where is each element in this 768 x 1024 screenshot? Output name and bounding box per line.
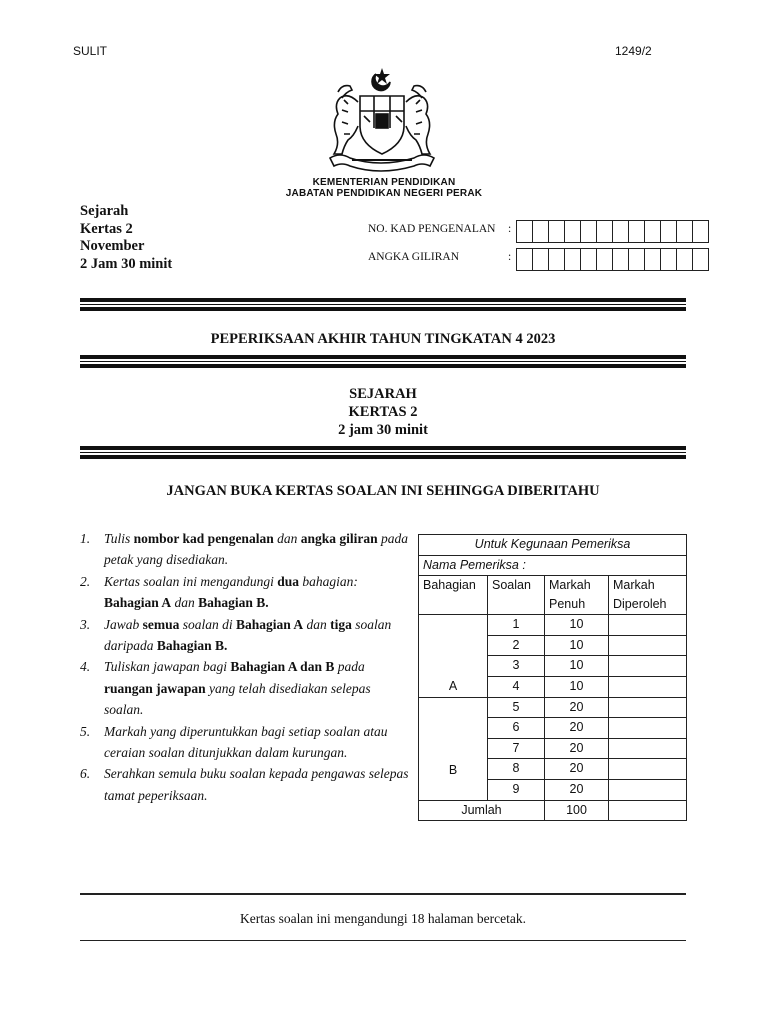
roll-box[interactable] bbox=[549, 249, 565, 270]
roll-box[interactable] bbox=[581, 249, 597, 270]
ministry-line-1: KEMENTERIAN PENDIDIKAN bbox=[312, 177, 456, 188]
center-duration: 2 jam 30 minit bbox=[338, 422, 428, 438]
table-row: 7 20 bbox=[419, 738, 687, 759]
roll-box[interactable] bbox=[597, 249, 613, 270]
roll-box[interactable] bbox=[613, 249, 629, 270]
ic-box[interactable] bbox=[517, 221, 533, 242]
ic-box[interactable] bbox=[645, 221, 661, 242]
marks-obtained-cell[interactable] bbox=[609, 676, 687, 697]
instructions-list bbox=[80, 528, 410, 806]
header-section: Bahagian bbox=[419, 576, 488, 615]
examiner-name-field[interactable]: Nama Pemeriksa : bbox=[419, 555, 687, 576]
header-marks-obtained: Markah Diperoleh bbox=[609, 576, 687, 615]
roll-box[interactable] bbox=[517, 249, 533, 270]
center-subject: SEJARAH bbox=[349, 386, 417, 402]
roll-label: ANGKA GILIRAN bbox=[368, 251, 460, 263]
table-row: 2 10 bbox=[419, 635, 687, 656]
paper-number: Kertas 2 bbox=[80, 220, 133, 237]
center-paper: KERTAS 2 bbox=[348, 404, 418, 420]
roll-number-boxes[interactable] bbox=[516, 248, 709, 271]
exam-title: PEPERIKSAAN AKHIR TAHUN TINGKATAN 4 2023 bbox=[210, 331, 556, 347]
instruction-item: 5. Markah yang diperuntukkan bagi setiap soalan atau ceraian soalan ditunjukkan dalam kurungan. bbox=[80, 723, 388, 761]
page-count-note: Kertas soalan ini mengandungi 18 halaman bercetak. bbox=[239, 911, 527, 926]
table-row-total bbox=[419, 800, 687, 821]
table-row: 3 10 bbox=[419, 656, 687, 677]
total-marks-obtained-cell[interactable] bbox=[609, 800, 687, 821]
marks-obtained-cell[interactable] bbox=[609, 759, 687, 780]
roll-box[interactable] bbox=[661, 249, 677, 270]
examiner-table bbox=[418, 534, 687, 821]
ic-box[interactable] bbox=[677, 221, 693, 242]
header-question: Soalan bbox=[488, 576, 545, 615]
section-a-cell: A bbox=[419, 615, 488, 697]
table-row: B 5 20 bbox=[419, 697, 687, 718]
roll-box[interactable] bbox=[629, 249, 645, 270]
roll-separator: : bbox=[508, 251, 512, 263]
center-title bbox=[80, 385, 686, 439]
total-full-marks: 100 bbox=[545, 800, 609, 821]
divider-rule bbox=[80, 446, 686, 459]
instruction-item: 2. Kertas soalan ini mengandungi dua bahagian: Bahagian A dan Bahagian B. bbox=[80, 573, 358, 611]
roll-box[interactable] bbox=[645, 249, 661, 270]
marks-obtained-cell[interactable] bbox=[609, 738, 687, 759]
ministry-name bbox=[250, 177, 518, 199]
roll-box[interactable] bbox=[533, 249, 549, 270]
instruction-item: 3. Jawab semua soalan di Bahagian A dan tiga soalan daripada Bahagian B. bbox=[80, 616, 392, 654]
ic-separator: : bbox=[508, 223, 512, 235]
marks-obtained-cell[interactable] bbox=[609, 656, 687, 677]
ic-box[interactable] bbox=[549, 221, 565, 242]
divider-rule bbox=[80, 355, 686, 368]
marks-obtained-cell[interactable] bbox=[609, 697, 687, 718]
roll-box[interactable] bbox=[677, 249, 693, 270]
marks-obtained-cell[interactable] bbox=[609, 615, 687, 636]
ministry-line-2: JABATAN PENDIDIKAN NEGERI PERAK bbox=[285, 188, 483, 199]
ic-box[interactable] bbox=[581, 221, 597, 242]
table-row: 9 20 bbox=[419, 779, 687, 800]
header-classification: SULIT bbox=[73, 44, 108, 58]
table-row: 8 20 bbox=[419, 759, 687, 780]
ic-box[interactable] bbox=[661, 221, 677, 242]
ic-box[interactable] bbox=[565, 221, 581, 242]
roll-box[interactable] bbox=[693, 249, 708, 270]
instruction-item: 1. Tulis nombor kad pengenalan dan angka giliran pada petak yang disediakan. bbox=[80, 531, 408, 568]
divider-rule bbox=[80, 298, 686, 311]
footer-rule bbox=[80, 940, 686, 941]
ic-box[interactable] bbox=[629, 221, 645, 242]
examiner-table-title: Untuk Kegunaan Pemeriksa bbox=[419, 535, 687, 556]
ic-number-boxes[interactable] bbox=[516, 220, 709, 243]
instruction-item: 6. Serahkan semula buku soalan kepada pengawas selepas tamat peperiksaan. bbox=[80, 766, 409, 803]
ic-box[interactable] bbox=[533, 221, 549, 242]
subject-name: Sejarah bbox=[80, 203, 129, 219]
table-row: A 1 10 bbox=[419, 615, 687, 636]
exam-month: November bbox=[80, 238, 145, 254]
total-label: Jumlah bbox=[419, 800, 545, 821]
marks-obtained-cell[interactable] bbox=[609, 635, 687, 656]
section-b-cell: B bbox=[419, 697, 488, 800]
table-row: 4 10 bbox=[419, 676, 687, 697]
ic-box[interactable] bbox=[613, 221, 629, 242]
header-paper-code: 1249/2 bbox=[615, 44, 652, 58]
coat-of-arms-icon bbox=[316, 66, 448, 174]
subject-info bbox=[80, 203, 172, 273]
header-full-marks: Markah Penuh bbox=[545, 576, 609, 615]
ic-box[interactable] bbox=[693, 221, 708, 242]
marks-obtained-cell[interactable] bbox=[609, 718, 687, 739]
ic-label: NO. KAD PENGENALAN bbox=[368, 223, 496, 235]
instruction-item: 4. Tuliskan jawapan bagi Bahagian A dan B pada ruangan jawapan yang telah disediakan selepas soalan. bbox=[80, 659, 371, 718]
ic-box[interactable] bbox=[597, 221, 613, 242]
roll-box[interactable] bbox=[565, 249, 581, 270]
exam-duration: 2 Jam 30 minit bbox=[80, 255, 173, 272]
do-not-open-warning: JANGAN BUKA KERTAS SOALAN INI SEHINGGA DIBERITAHU bbox=[166, 483, 600, 499]
table-row: 6 20 bbox=[419, 718, 687, 739]
marks-obtained-cell[interactable] bbox=[609, 779, 687, 800]
footer-rule bbox=[80, 893, 686, 895]
